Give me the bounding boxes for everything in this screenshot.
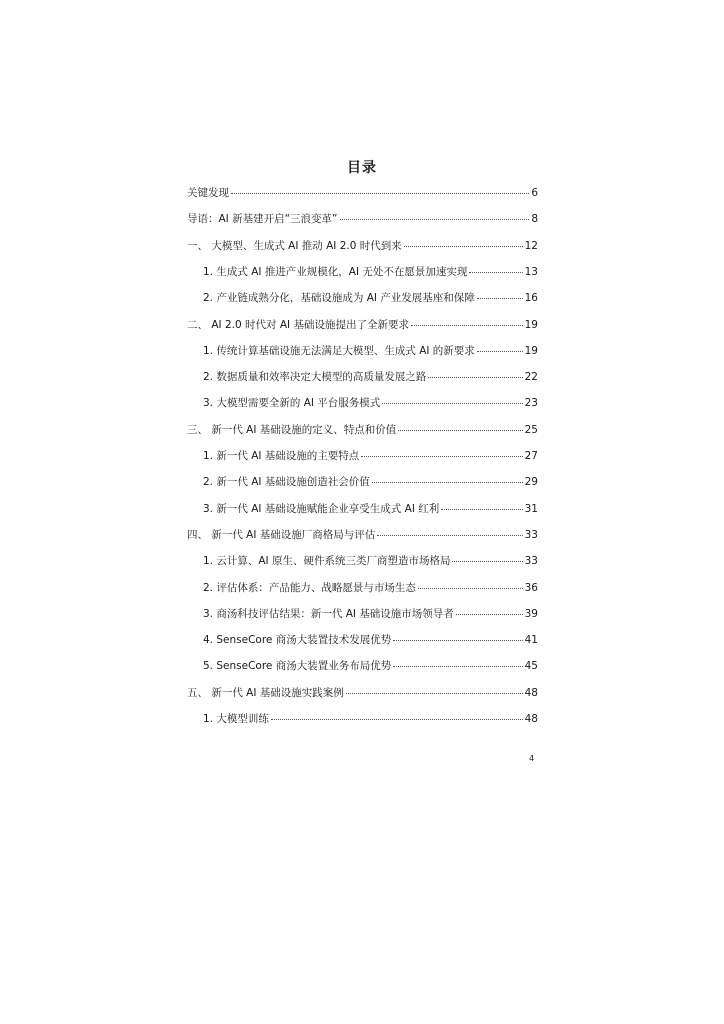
toc-entry-page: 31: [524, 503, 538, 515]
toc-title: 目录: [347, 160, 377, 176]
toc-entry[interactable]: [203, 607, 538, 621]
toc-entry[interactable]: [187, 239, 538, 253]
toc-entry-label: 3. 商汤科技评估结果：新一代 AI 基础设施市场领导者: [203, 608, 454, 620]
toc-entry-label: 5. SenseCore 商汤大装置业务布局优势: [203, 660, 392, 672]
toc-entry-label: 二、 AI 2.0 时代对 AI 基础设施提出了全新要求: [187, 319, 409, 331]
toc-dot-leader: [231, 193, 529, 194]
toc-dot-leader: [346, 693, 523, 694]
toc-entry[interactable]: [203, 396, 538, 410]
toc-dot-leader: [361, 456, 522, 457]
toc-entry-label: 四、 新一代 AI 基础设施厂商格局与评估: [187, 529, 376, 541]
toc-entry[interactable]: [187, 186, 538, 200]
toc-dot-leader: [418, 588, 523, 589]
toc-dot-leader: [477, 351, 523, 352]
page-number: 4: [529, 754, 535, 763]
toc-dot-leader: [340, 219, 530, 220]
toc-entry-label: 3. 大模型需要全新的 AI 平台服务模式: [203, 397, 381, 409]
toc-entry[interactable]: [203, 265, 538, 279]
toc-entry-page: 16: [524, 292, 538, 304]
toc-entry[interactable]: [203, 581, 538, 595]
toc-entry-page: 23: [524, 397, 538, 409]
toc-dot-leader: [398, 430, 522, 431]
toc-entry-label: 三、 新一代 AI 基础设施的定义、特点和价值: [187, 424, 397, 436]
toc-dot-leader: [404, 246, 523, 247]
toc-entry-page: 33: [524, 529, 538, 541]
toc-entry[interactable]: [203, 712, 538, 726]
toc-dot-leader: [477, 298, 523, 299]
toc-entry-label: 1. 传统计算基础设施无法满足大模型、生成式 AI 的新要求: [203, 345, 475, 357]
toc-entry-page: 27: [524, 450, 538, 462]
toc-entry[interactable]: [203, 370, 538, 384]
toc-dot-leader: [377, 535, 522, 536]
toc-entry-label: 导语：AI 新基建开启“三浪变革”: [187, 213, 338, 225]
toc-entry-page: 22: [524, 371, 538, 383]
toc-entry[interactable]: [203, 449, 538, 463]
toc-entry-label: 4. SenseCore 商汤大装置技术发展优势: [203, 634, 392, 646]
toc-dot-leader: [441, 509, 522, 510]
toc-entry[interactable]: [203, 291, 538, 305]
toc-entry-page: 19: [524, 345, 538, 357]
toc-entry-page: 13: [524, 266, 538, 278]
toc-entry-label: 1. 大模型训练: [203, 713, 269, 725]
toc-dot-leader: [428, 377, 522, 378]
toc-dot-leader: [271, 719, 523, 720]
toc-entry-label: 1. 生成式 AI 推进产业规模化，AI 无处不在愿景加速实现: [203, 266, 468, 278]
toc-entry-label: 五、 新一代 AI 基础设施实践案例: [187, 687, 344, 699]
toc-dot-leader: [382, 403, 522, 404]
toc-entry-label: 1. 新一代 AI 基础设施的主要特点: [203, 450, 360, 462]
toc-entry-label: 2. 产业链成熟分化，基础设施成为 AI 产业发展基座和保障: [203, 292, 475, 304]
toc-entry-page: 25: [524, 424, 538, 436]
toc-entry[interactable]: [203, 633, 538, 647]
toc-dot-leader: [469, 272, 522, 273]
toc-entry-page: 8: [531, 213, 538, 225]
toc-entry-label: 关键发现: [187, 187, 229, 199]
toc-entry-page: 6: [531, 187, 538, 199]
toc-entry-page: 36: [524, 582, 538, 594]
toc-entry-page: 48: [524, 687, 538, 699]
toc-entry-page: 45: [524, 660, 538, 672]
toc-entry[interactable]: [187, 318, 538, 332]
toc-entry-page: 12: [524, 240, 538, 252]
toc-entry[interactable]: [187, 686, 538, 700]
toc-entry-page: 29: [524, 476, 538, 488]
toc-entry-page: 33: [524, 555, 538, 567]
toc-dot-leader: [393, 640, 522, 641]
toc-dot-leader: [452, 561, 522, 562]
toc-entry[interactable]: [203, 475, 538, 489]
toc-entry-label: 3. 新一代 AI 基础设施赋能企业享受生成式 AI 红利: [203, 503, 440, 515]
toc-entry-page: 19: [524, 319, 538, 331]
toc-entry-label: 2. 新一代 AI 基础设施创造社会价值: [203, 476, 370, 488]
toc-entry-label: 一、 大模型、生成式 AI 推动 AI 2.0 时代到来: [187, 240, 402, 252]
toc-entry-label: 2. 评估体系：产品能力、战略愿景与市场生态: [203, 582, 416, 594]
toc-entry[interactable]: [187, 423, 538, 437]
toc-entry-page: 48: [524, 713, 538, 725]
toc-dot-leader: [372, 482, 523, 483]
toc-entry-label: 2. 数据质量和效率决定大模型的高质量发展之路: [203, 371, 427, 383]
toc-entry[interactable]: [203, 659, 538, 673]
toc-entry-page: 39: [524, 608, 538, 620]
toc-entry[interactable]: [187, 212, 538, 226]
toc-dot-leader: [456, 614, 523, 615]
toc-entry-page: 41: [524, 634, 538, 646]
toc-entry[interactable]: [203, 554, 538, 568]
toc-entry-label: 1. 云计算、AI 原生、硬件系统三类厂商塑造市场格局: [203, 555, 451, 567]
toc-entry[interactable]: [203, 344, 538, 358]
toc-entry[interactable]: [203, 502, 538, 516]
toc-dot-leader: [411, 325, 523, 326]
toc-dot-leader: [393, 666, 522, 667]
toc-entry[interactable]: [187, 528, 538, 542]
